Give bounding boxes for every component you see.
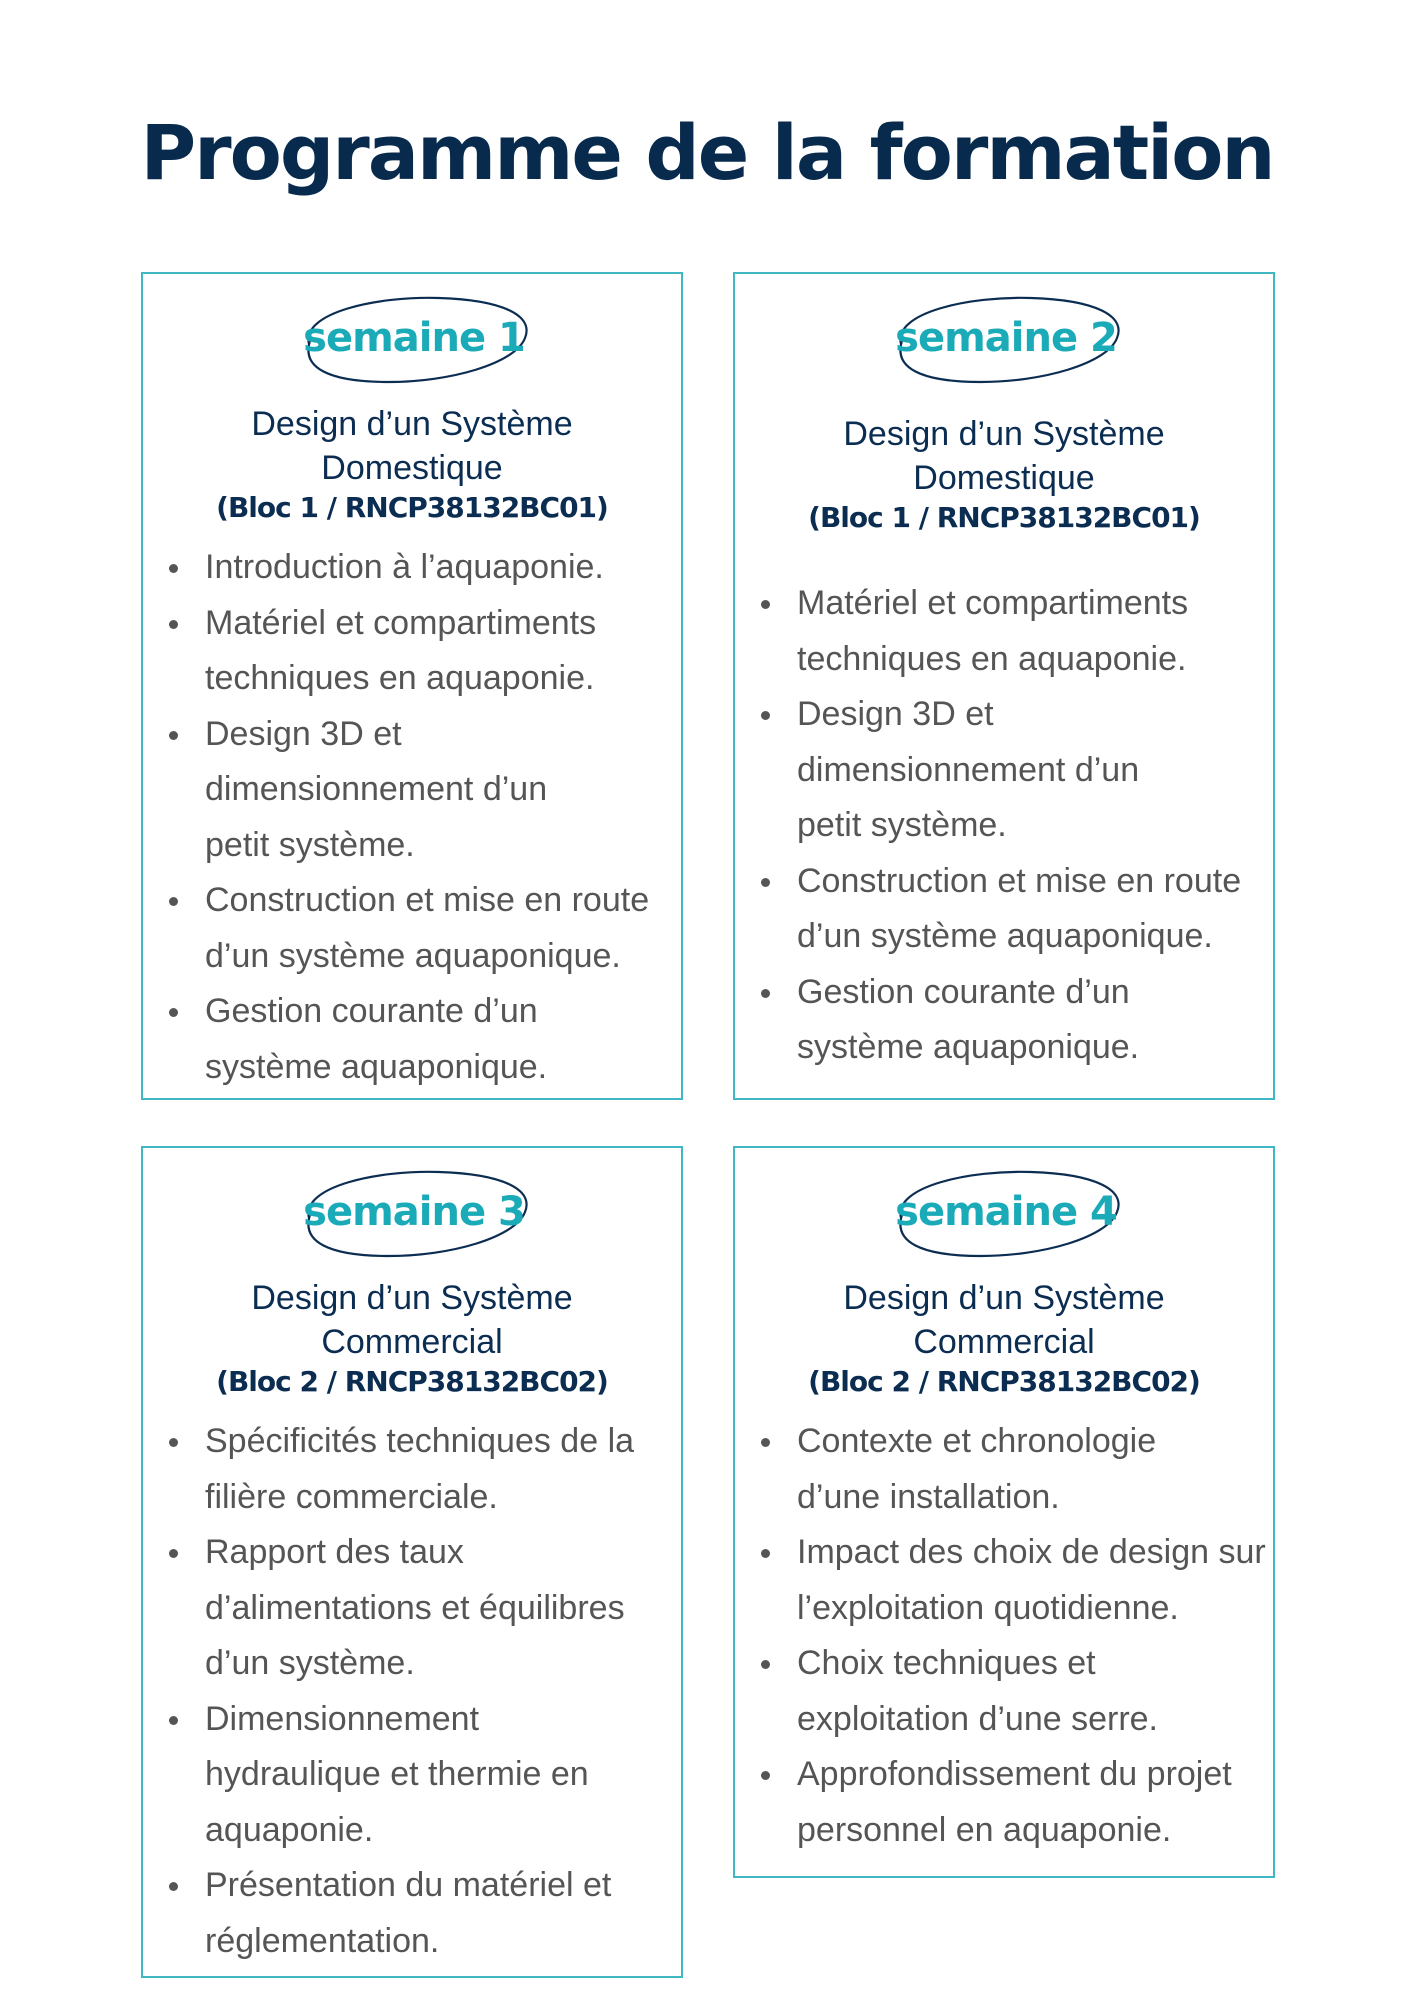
week-title — [735, 1276, 1273, 1400]
page-title: Programme de la formation — [140, 108, 1274, 197]
list-item: Construction et mise en route d’un système aquaponique. — [735, 854, 1269, 965]
week-topics — [735, 576, 1269, 1076]
week-badge — [289, 282, 539, 394]
list-item: Approfondissement du projet personnel en aquaponie. — [735, 1747, 1271, 1858]
list-item: Rapport des taux d’alimentations et équilibres d’un système. — [143, 1525, 675, 1692]
list-item: Présentation du matériel et réglementation. — [143, 1858, 675, 1969]
week-label: semaine 2 — [895, 315, 1117, 361]
week-topics — [143, 1414, 663, 1969]
week-title-line: Commercial — [913, 1323, 1095, 1361]
week-title-line: Design d’un Système — [251, 405, 573, 443]
week-title — [735, 412, 1273, 536]
week-badge — [881, 282, 1131, 394]
week-code: (Bloc 1 / RNCP38132BC01) — [808, 501, 1200, 534]
week-label: semaine 3 — [303, 1189, 525, 1235]
week-topics — [143, 540, 673, 1095]
list-item: Introduction à l’aquaponie. — [143, 540, 673, 596]
week-card-2 — [733, 272, 1275, 1100]
list-item: Design 3D et dimensionnement d’un petit système. — [735, 687, 1197, 854]
week-code: (Bloc 1 / RNCP38132BC01) — [216, 491, 608, 524]
list-item: Contexte et chronologie d’une installation. — [735, 1414, 1217, 1525]
list-item: Gestion courante d’un système aquaponique. — [143, 984, 673, 1095]
week-badge — [289, 1156, 539, 1268]
week-card-4 — [733, 1146, 1275, 1878]
list-item: Matériel et compartiments techniques en aquaponie. — [735, 576, 1197, 687]
list-item: Choix techniques et exploitation d’une serre. — [735, 1636, 1217, 1747]
week-title-line: Design d’un Système — [251, 1279, 573, 1317]
week-title-line: Design d’un Système — [843, 1279, 1165, 1317]
list-item: Design 3D et dimensionnement d’un petit système. — [143, 707, 595, 874]
week-topics — [735, 1414, 1271, 1858]
week-card-3 — [141, 1146, 683, 1978]
week-badge — [881, 1156, 1131, 1268]
week-label: semaine 4 — [895, 1189, 1117, 1235]
week-code: (Bloc 2 / RNCP38132BC02) — [808, 1365, 1200, 1398]
list-item: Gestion courante d’un système aquaponique. — [735, 965, 1197, 1076]
week-title — [143, 1276, 681, 1400]
list-item: Construction et mise en route d’un système aquaponique. — [143, 873, 673, 984]
list-item: Matériel et compartiments techniques en aquaponie. — [143, 596, 673, 707]
list-item: Spécificités techniques de la filière commerciale. — [143, 1414, 663, 1525]
list-item: Impact des choix de design sur l’exploitation quotidienne. — [735, 1525, 1271, 1636]
week-title-line: Commercial — [321, 1323, 503, 1361]
week-title — [143, 402, 681, 526]
week-label: semaine 1 — [303, 315, 525, 361]
week-title-line: Design d’un Système — [843, 415, 1165, 453]
week-title-line: Domestique — [913, 459, 1095, 497]
week-title-line: Domestique — [321, 449, 503, 487]
list-item: Dimensionnement hydraulique et thermie en aquaponie. — [143, 1692, 635, 1859]
week-card-1 — [141, 272, 683, 1100]
week-code: (Bloc 2 / RNCP38132BC02) — [216, 1365, 608, 1398]
